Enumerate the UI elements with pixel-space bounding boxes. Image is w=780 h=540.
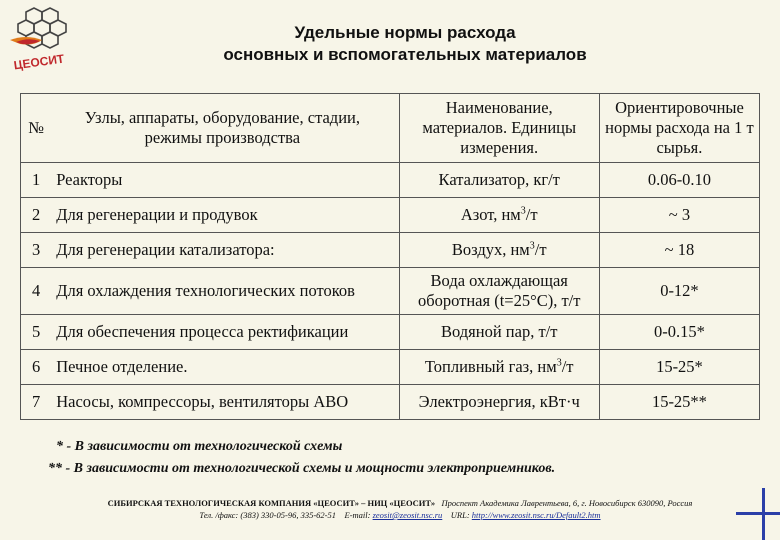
footnote-2: ** - В зависимости от технологической схемы и мощности электроприемников.: [48, 461, 556, 476]
page-title: [120, 22, 690, 66]
decorative-cross-horizontal: [736, 512, 780, 515]
footnotes: [48, 436, 555, 480]
row-material: Катализатор, кг/т: [399, 163, 599, 198]
material-text: Топливный газ, нм: [424, 357, 557, 376]
material-unit: /т: [525, 205, 538, 224]
row-num: 7: [21, 385, 52, 420]
table-row: [21, 268, 760, 315]
header-norm: Ориентировочные нормы расхода на 1 т сырья.: [599, 94, 759, 163]
row-unit: Реакторы: [51, 163, 399, 198]
footer-url-link[interactable]: http://www.zeosit.nsc.ru/Default2.htm: [471, 510, 601, 520]
row-material: [399, 350, 599, 385]
row-num: 4: [21, 268, 52, 315]
footer-line-1: [30, 497, 770, 509]
row-num: 6: [21, 350, 52, 385]
row-unit: Для обеспечения процесса ректификации: [51, 315, 399, 350]
row-norm: ~ 3: [599, 198, 759, 233]
row-norm: 0.06-0.10: [599, 163, 759, 198]
footer-email-label: E-mail:: [344, 510, 371, 520]
row-norm: 0-12*: [599, 268, 759, 315]
row-unit: Для регенерации и продувок: [51, 198, 399, 233]
row-material: Вода охлаждающая оборотная (t=25°C), т/т: [399, 268, 599, 315]
table-row: [21, 233, 760, 268]
footer-company: СИБИРСКАЯ ТЕХНОЛОГИЧЕСКАЯ КОМПАНИЯ «ЦЕОСИТ» – НИЦ «ЦЕОСИТ»: [107, 498, 436, 508]
table-row: [21, 385, 760, 420]
row-norm: 0-0.15*: [599, 315, 759, 350]
row-material: Водяной пар, т/т: [399, 315, 599, 350]
table-row: [21, 198, 760, 233]
norms-table: [20, 93, 760, 420]
material-unit: /т: [561, 357, 574, 376]
table-header-row: [21, 94, 760, 163]
table-row: [21, 315, 760, 350]
header-material: Наименование, материалов. Единицы измерения.: [399, 94, 599, 163]
row-unit: Для регенерации катализатора:: [51, 233, 399, 268]
row-unit: Печное отделение.: [51, 350, 399, 385]
table-row: [21, 350, 760, 385]
row-norm: 15-25*: [599, 350, 759, 385]
row-norm: 15-25**: [599, 385, 759, 420]
title-line-1: Удельные нормы расхода: [294, 23, 516, 42]
zeosit-logo: [6, 6, 72, 76]
row-norm: ~ 18: [599, 233, 759, 268]
footer-line-2: [30, 509, 770, 521]
logo-text: ЦЕОСИТ: [12, 51, 66, 73]
footer-email-link[interactable]: zeosit@zeosit.nsc.ru: [372, 510, 443, 520]
row-num: 2: [21, 198, 52, 233]
footer-address: Проспект Академика Лаврентьева, 6, г. Новосибирск 630090, Россия: [441, 498, 693, 508]
row-material: Электроэнергия, кВт·ч: [399, 385, 599, 420]
header-num: №: [21, 94, 52, 163]
row-unit: Для охлаждения технологических потоков: [51, 268, 399, 315]
footer-phone: Тел. /факс: (383) 330-05-96, 335-62-51: [199, 510, 336, 520]
material-superscript: 3: [556, 357, 562, 369]
table-row: [21, 163, 760, 198]
row-num: 5: [21, 315, 52, 350]
title-line-2: основных и вспомогательных материалов: [223, 45, 587, 64]
material-text: Азот, нм: [460, 205, 521, 224]
footer-url-label: URL:: [450, 510, 470, 520]
material-superscript: 3: [529, 240, 535, 252]
material-text: Воздух, нм: [451, 240, 530, 259]
page-footer: [30, 497, 770, 521]
material-unit: /т: [534, 240, 547, 259]
row-num: 1: [21, 163, 52, 198]
row-material: [399, 233, 599, 268]
row-num: 3: [21, 233, 52, 268]
row-material: [399, 198, 599, 233]
material-superscript: 3: [520, 205, 526, 217]
header-unit: Узлы, аппараты, оборудование, стадии, режимы производства: [51, 94, 399, 163]
row-unit: Насосы, компрессоры, вентиляторы АВО: [51, 385, 399, 420]
footnote-1: * - В зависимости от технологической схемы: [56, 439, 343, 454]
